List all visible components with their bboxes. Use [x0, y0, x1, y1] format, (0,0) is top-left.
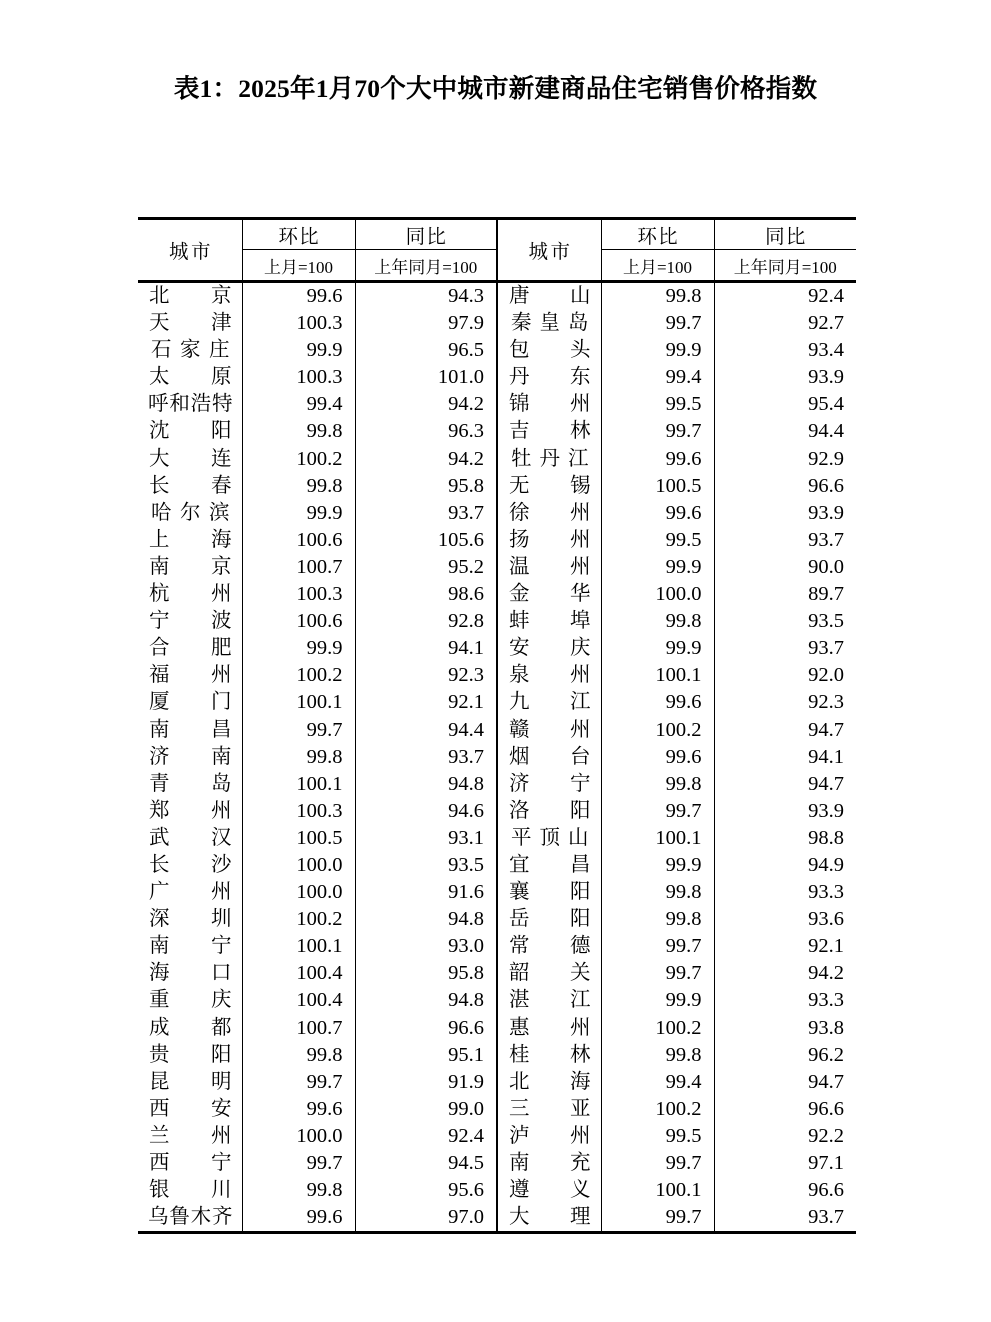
yoy-value-right: 94.1	[714, 744, 856, 771]
yoy-value-left: 93.5	[355, 852, 497, 879]
yoy-value-left: 96.6	[355, 1015, 497, 1042]
yoy-value-right: 94.7	[714, 717, 856, 744]
mom-value-right: 99.9	[601, 554, 714, 581]
yoy-value-left: 101.0	[355, 364, 497, 391]
table-row	[138, 500, 856, 527]
yoy-value-left: 98.6	[355, 581, 497, 608]
city-name-left: 大 连	[138, 446, 242, 473]
yoy-value-left: 95.2	[355, 554, 497, 581]
yoy-value-left: 99.0	[355, 1096, 497, 1123]
mom-value-right: 100.1	[601, 1177, 714, 1204]
city-name-left: 昆 明	[138, 1069, 242, 1096]
mom-value-right: 99.4	[601, 364, 714, 391]
yoy-value-left: 97.9	[355, 310, 497, 337]
mom-value-left: 99.7	[242, 1150, 355, 1177]
header-yoy-left: 同比	[355, 219, 497, 250]
yoy-value-left: 92.3	[355, 662, 497, 689]
city-name-left: 贵 阳	[138, 1042, 242, 1069]
mom-value-left: 100.0	[242, 852, 355, 879]
mom-value-right: 99.8	[601, 879, 714, 906]
city-name-right: 丹 东	[497, 364, 601, 391]
mom-value-right: 99.9	[601, 635, 714, 662]
city-name-right: 蚌 埠	[497, 608, 601, 635]
city-name-left: 上 海	[138, 527, 242, 554]
yoy-value-left: 93.0	[355, 933, 497, 960]
yoy-value-right: 89.7	[714, 581, 856, 608]
mom-value-left: 100.3	[242, 798, 355, 825]
city-name-right: 桂 林	[497, 1042, 601, 1069]
city-name-right: 襄 阳	[497, 879, 601, 906]
mom-value-right: 99.5	[601, 527, 714, 554]
yoy-value-right: 90.0	[714, 554, 856, 581]
city-name-right: 常 德	[497, 933, 601, 960]
yoy-value-left: 94.8	[355, 987, 497, 1014]
mom-value-right: 99.5	[601, 391, 714, 418]
mom-value-right: 99.6	[601, 744, 714, 771]
yoy-value-left: 94.8	[355, 906, 497, 933]
table-row	[138, 879, 856, 906]
mom-value-right: 100.0	[601, 581, 714, 608]
mom-value-right: 99.8	[601, 282, 714, 311]
table-row	[138, 446, 856, 473]
mom-value-right: 100.5	[601, 473, 714, 500]
yoy-value-right: 93.7	[714, 1204, 856, 1233]
yoy-value-right: 92.1	[714, 933, 856, 960]
mom-value-right: 99.6	[601, 500, 714, 527]
table-row	[138, 1042, 856, 1069]
table-row	[138, 337, 856, 364]
city-name-left: 福 州	[138, 662, 242, 689]
yoy-value-left: 95.8	[355, 960, 497, 987]
table-row	[138, 798, 856, 825]
page-title: 表1：2025年1月70个大中城市新建商品住宅销售价格指数	[173, 74, 818, 103]
yoy-value-right: 93.7	[714, 635, 856, 662]
mom-value-right: 99.7	[601, 1150, 714, 1177]
city-name-right: 吉 林	[497, 418, 601, 445]
table-row	[138, 960, 856, 987]
yoy-value-left: 96.5	[355, 337, 497, 364]
price-index-table	[138, 217, 856, 1234]
table-row	[138, 662, 856, 689]
yoy-value-right: 92.4	[714, 282, 856, 311]
table-row	[138, 1015, 856, 1042]
header-row-group	[138, 219, 856, 250]
table-row	[138, 852, 856, 879]
city-name-right: 扬 州	[497, 527, 601, 554]
city-name-right: 烟 台	[497, 744, 601, 771]
mom-value-left: 100.6	[242, 608, 355, 635]
city-name-right: 大 理	[497, 1204, 601, 1233]
yoy-value-left: 94.6	[355, 798, 497, 825]
mom-value-left: 100.1	[242, 933, 355, 960]
table-row	[138, 1204, 856, 1233]
header-city-right: 城市	[497, 219, 601, 282]
city-name-right: 惠 州	[497, 1015, 601, 1042]
city-name-left: 乌 鲁 木 齐	[138, 1204, 242, 1233]
table-body	[138, 282, 856, 1233]
yoy-value-right: 96.6	[714, 1096, 856, 1123]
yoy-value-left: 94.8	[355, 771, 497, 798]
yoy-value-left: 95.6	[355, 1177, 497, 1204]
city-name-left: 重 庆	[138, 987, 242, 1014]
yoy-value-left: 94.4	[355, 717, 497, 744]
city-name-right: 济 宁	[497, 771, 601, 798]
yoy-value-right: 94.7	[714, 771, 856, 798]
yoy-value-right: 93.8	[714, 1015, 856, 1042]
yoy-value-right: 93.5	[714, 608, 856, 635]
city-name-left: 太 原	[138, 364, 242, 391]
table-row	[138, 744, 856, 771]
city-name-left: 成 都	[138, 1015, 242, 1042]
city-name-right: 金 华	[497, 581, 601, 608]
yoy-value-left: 94.3	[355, 282, 497, 311]
yoy-value-right: 95.4	[714, 391, 856, 418]
mom-value-right: 99.9	[601, 987, 714, 1014]
yoy-value-right: 98.8	[714, 825, 856, 852]
city-name-left: 南 京	[138, 554, 242, 581]
header-mom-base-right: 上月=100	[601, 250, 714, 282]
table-row	[138, 1123, 856, 1150]
city-name-right: 赣 州	[497, 717, 601, 744]
yoy-value-left: 94.5	[355, 1150, 497, 1177]
mom-value-left: 100.3	[242, 310, 355, 337]
yoy-value-right: 94.2	[714, 960, 856, 987]
table-row	[138, 391, 856, 418]
yoy-value-right: 92.3	[714, 689, 856, 716]
table-row	[138, 1096, 856, 1123]
table-row	[138, 418, 856, 445]
mom-value-right: 99.7	[601, 798, 714, 825]
yoy-value-right: 93.9	[714, 500, 856, 527]
mom-value-left: 99.9	[242, 337, 355, 364]
city-name-right: 泉 州	[497, 662, 601, 689]
yoy-value-left: 92.8	[355, 608, 497, 635]
mom-value-right: 100.1	[601, 825, 714, 852]
table-row	[138, 581, 856, 608]
mom-value-right: 99.8	[601, 906, 714, 933]
city-name-right: 泸 州	[497, 1123, 601, 1150]
mom-value-right: 99.7	[601, 310, 714, 337]
city-name-right: 洛 阳	[497, 798, 601, 825]
mom-value-left: 100.4	[242, 960, 355, 987]
city-name-left: 南 宁	[138, 933, 242, 960]
table-row	[138, 825, 856, 852]
yoy-value-right: 92.0	[714, 662, 856, 689]
city-name-left: 长 春	[138, 473, 242, 500]
mom-value-left: 100.0	[242, 1123, 355, 1150]
mom-value-left: 100.2	[242, 906, 355, 933]
mom-value-left: 99.7	[242, 1069, 355, 1096]
yoy-value-right: 96.6	[714, 1177, 856, 1204]
table-row	[138, 310, 856, 337]
header-mom-right: 环比	[601, 219, 714, 250]
mom-value-left: 99.9	[242, 635, 355, 662]
mom-value-left: 100.1	[242, 689, 355, 716]
yoy-value-right: 97.1	[714, 1150, 856, 1177]
city-name-right: 岳 阳	[497, 906, 601, 933]
mom-value-right: 99.8	[601, 1042, 714, 1069]
city-name-left: 兰 州	[138, 1123, 242, 1150]
price-index-table-container	[138, 217, 856, 1234]
city-name-left: 深 圳	[138, 906, 242, 933]
mom-value-right: 99.7	[601, 418, 714, 445]
yoy-value-left: 92.4	[355, 1123, 497, 1150]
mom-value-left: 100.3	[242, 364, 355, 391]
mom-value-right: 100.2	[601, 717, 714, 744]
yoy-value-right: 93.3	[714, 879, 856, 906]
city-name-right: 宜 昌	[497, 852, 601, 879]
table-row	[138, 1069, 856, 1096]
city-name-left: 武 汉	[138, 825, 242, 852]
city-name-left: 西 安	[138, 1096, 242, 1123]
mom-value-left: 100.1	[242, 771, 355, 798]
mom-value-left: 100.7	[242, 554, 355, 581]
yoy-value-right: 93.3	[714, 987, 856, 1014]
mom-value-left: 99.8	[242, 473, 355, 500]
city-name-right: 九 江	[497, 689, 601, 716]
city-name-left: 哈 尔 滨	[138, 500, 242, 527]
header-yoy-base-left: 上年同月=100	[355, 250, 497, 282]
mom-value-left: 99.6	[242, 1204, 355, 1233]
table-row	[138, 933, 856, 960]
mom-value-right: 99.7	[601, 1204, 714, 1233]
city-name-left: 银 川	[138, 1177, 242, 1204]
city-name-left: 杭 州	[138, 581, 242, 608]
table-row	[138, 771, 856, 798]
mom-value-left: 99.7	[242, 717, 355, 744]
table-header	[138, 219, 856, 282]
city-name-left: 广 州	[138, 879, 242, 906]
table-row	[138, 717, 856, 744]
yoy-value-left: 94.2	[355, 391, 497, 418]
table-row	[138, 635, 856, 662]
yoy-value-left: 93.1	[355, 825, 497, 852]
mom-value-left: 100.6	[242, 527, 355, 554]
mom-value-right: 99.6	[601, 689, 714, 716]
header-yoy-right: 同比	[714, 219, 856, 250]
yoy-value-right: 92.7	[714, 310, 856, 337]
yoy-value-left: 94.2	[355, 446, 497, 473]
mom-value-left: 100.5	[242, 825, 355, 852]
yoy-value-left: 94.1	[355, 635, 497, 662]
yoy-value-left: 96.3	[355, 418, 497, 445]
city-name-left: 长 沙	[138, 852, 242, 879]
mom-value-left: 99.8	[242, 744, 355, 771]
yoy-value-left: 93.7	[355, 744, 497, 771]
table-row	[138, 906, 856, 933]
mom-value-right: 99.4	[601, 1069, 714, 1096]
mom-value-right: 100.1	[601, 662, 714, 689]
city-name-left: 沈 阳	[138, 418, 242, 445]
yoy-value-right: 93.9	[714, 798, 856, 825]
city-name-left: 海 口	[138, 960, 242, 987]
city-name-right: 遵 义	[497, 1177, 601, 1204]
city-name-right: 徐 州	[497, 500, 601, 527]
city-name-left: 石 家 庄	[138, 337, 242, 364]
city-name-left: 北 京	[138, 282, 242, 311]
mom-value-right: 99.8	[601, 608, 714, 635]
city-name-right: 唐 山	[497, 282, 601, 311]
mom-value-left: 100.2	[242, 446, 355, 473]
yoy-value-left: 92.1	[355, 689, 497, 716]
yoy-value-left: 93.7	[355, 500, 497, 527]
mom-value-left: 100.3	[242, 581, 355, 608]
city-name-left: 呼 和 浩 特	[138, 391, 242, 418]
city-name-left: 郑 州	[138, 798, 242, 825]
city-name-right: 安 庆	[497, 635, 601, 662]
city-name-right: 无 锡	[497, 473, 601, 500]
mom-value-left: 100.4	[242, 987, 355, 1014]
city-name-right: 锦 州	[497, 391, 601, 418]
table-row	[138, 364, 856, 391]
yoy-value-right: 93.6	[714, 906, 856, 933]
city-name-right: 平 顶 山	[497, 825, 601, 852]
table-row	[138, 1150, 856, 1177]
table-row	[138, 1177, 856, 1204]
mom-value-left: 99.8	[242, 1042, 355, 1069]
header-city-left: 城市	[138, 219, 242, 282]
city-name-right: 韶 关	[497, 960, 601, 987]
mom-value-right: 100.2	[601, 1096, 714, 1123]
city-name-right: 湛 江	[497, 987, 601, 1014]
mom-value-left: 100.7	[242, 1015, 355, 1042]
city-name-left: 天 津	[138, 310, 242, 337]
mom-value-right: 99.7	[601, 960, 714, 987]
city-name-left: 西 宁	[138, 1150, 242, 1177]
mom-value-left: 100.2	[242, 662, 355, 689]
table-row	[138, 282, 856, 311]
header-yoy-base-right: 上年同月=100	[714, 250, 856, 282]
yoy-value-left: 91.6	[355, 879, 497, 906]
yoy-value-left: 97.0	[355, 1204, 497, 1233]
yoy-value-right: 96.2	[714, 1042, 856, 1069]
yoy-value-left: 95.8	[355, 473, 497, 500]
mom-value-left: 99.6	[242, 282, 355, 311]
mom-value-right: 99.9	[601, 337, 714, 364]
yoy-value-right: 93.9	[714, 364, 856, 391]
yoy-value-right: 94.9	[714, 852, 856, 879]
city-name-right: 秦 皇 岛	[497, 310, 601, 337]
header-mom-base-left: 上月=100	[242, 250, 355, 282]
table-row	[138, 554, 856, 581]
yoy-value-right: 94.7	[714, 1069, 856, 1096]
yoy-value-right: 93.4	[714, 337, 856, 364]
city-name-right: 南 充	[497, 1150, 601, 1177]
mom-value-right: 99.7	[601, 933, 714, 960]
mom-value-left: 99.6	[242, 1096, 355, 1123]
yoy-value-right: 96.6	[714, 473, 856, 500]
mom-value-left: 99.8	[242, 418, 355, 445]
city-name-right: 温 州	[497, 554, 601, 581]
city-name-right: 三 亚	[497, 1096, 601, 1123]
city-name-right: 北 海	[497, 1069, 601, 1096]
mom-value-left: 99.9	[242, 500, 355, 527]
mom-value-left: 99.4	[242, 391, 355, 418]
table-row	[138, 689, 856, 716]
mom-value-right: 99.8	[601, 771, 714, 798]
yoy-value-right: 93.7	[714, 527, 856, 554]
city-name-left: 青 岛	[138, 771, 242, 798]
yoy-value-left: 105.6	[355, 527, 497, 554]
city-name-right: 牡 丹 江	[497, 446, 601, 473]
city-name-right: 包 头	[497, 337, 601, 364]
header-mom-left: 环比	[242, 219, 355, 250]
city-name-left: 南 昌	[138, 717, 242, 744]
mom-value-left: 100.0	[242, 879, 355, 906]
city-name-left: 厦 门	[138, 689, 242, 716]
mom-value-left: 99.8	[242, 1177, 355, 1204]
table-row	[138, 608, 856, 635]
table-row	[138, 473, 856, 500]
mom-value-right: 99.9	[601, 852, 714, 879]
city-name-left: 济 南	[138, 744, 242, 771]
yoy-value-right: 92.9	[714, 446, 856, 473]
table-row	[138, 987, 856, 1014]
yoy-value-right: 94.4	[714, 418, 856, 445]
yoy-value-left: 91.9	[355, 1069, 497, 1096]
city-name-left: 合 肥	[138, 635, 242, 662]
city-name-left: 宁 波	[138, 608, 242, 635]
mom-value-right: 99.6	[601, 446, 714, 473]
mom-value-right: 100.2	[601, 1015, 714, 1042]
yoy-value-right: 92.2	[714, 1123, 856, 1150]
mom-value-right: 99.5	[601, 1123, 714, 1150]
yoy-value-left: 95.1	[355, 1042, 497, 1069]
table-row	[138, 527, 856, 554]
